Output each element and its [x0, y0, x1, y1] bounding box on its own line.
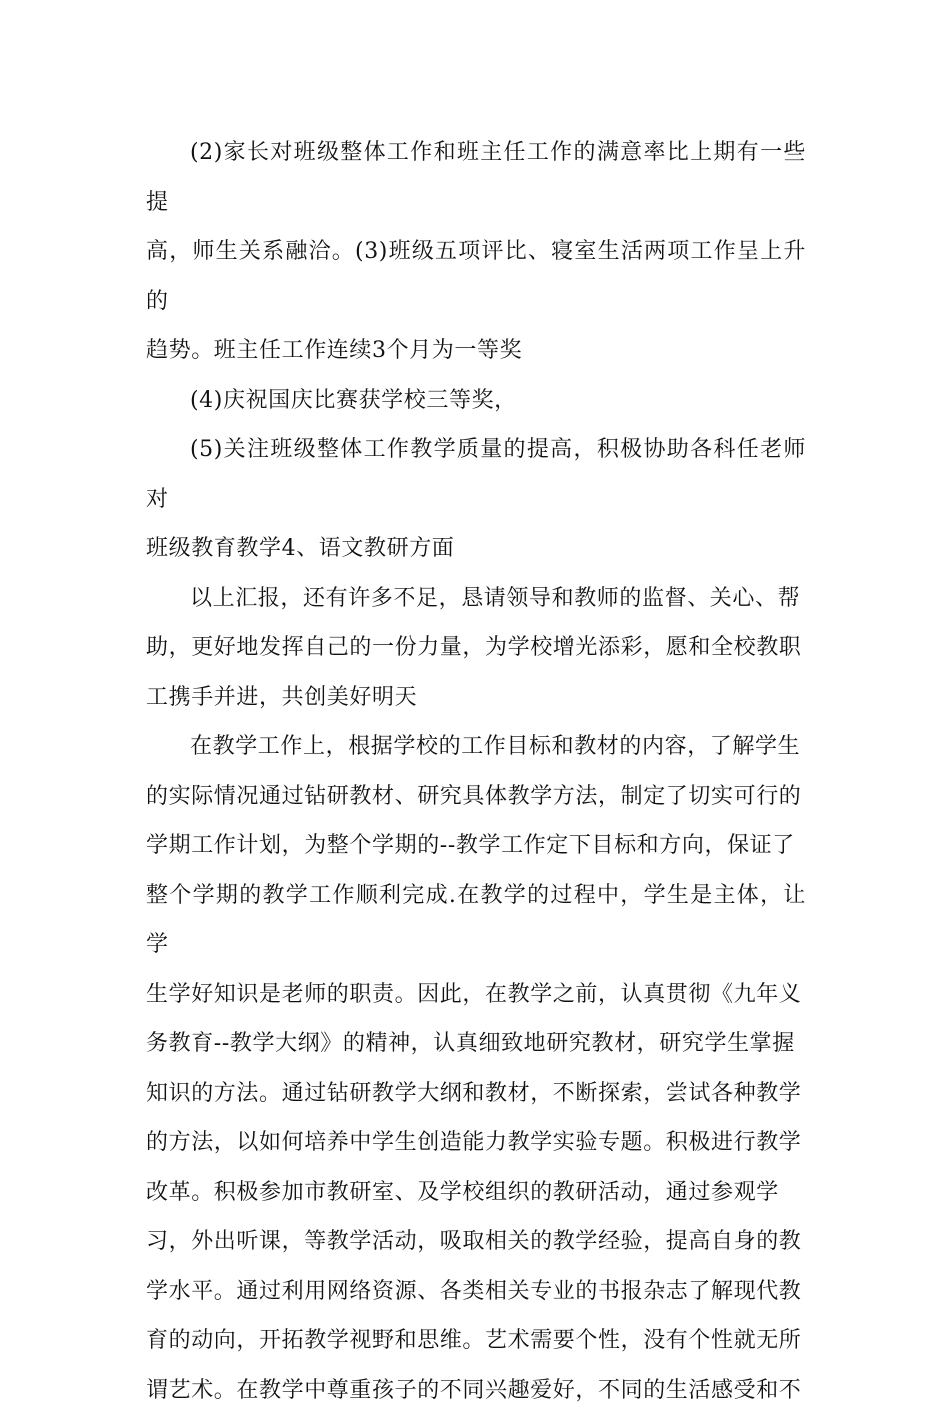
paragraph-national-day-award: [146, 376, 806, 426]
text-line: 务教育--教学大纲》的精神，认真细致地研究教材，研究学生掌握: [146, 1019, 806, 1069]
text-line: 知识的方法。通过钻研教学大纲和教材，不断探索，尝试各种教学: [146, 1069, 806, 1119]
text-line: 工携手并进，共创美好明天: [146, 673, 806, 723]
text-line: 的方法，以如何培养中学生创造能力教学实验专题。积极进行教学: [146, 1118, 806, 1168]
text-line: 班级教育教学4、语文教研方面: [146, 524, 806, 574]
text-line: 育的动向，开拓教学视野和思维。艺术需要个性，没有个性就无所: [146, 1316, 806, 1366]
text-line: 习，外出听课，等教学活动，吸取相关的教学经验，提高自身的教: [146, 1217, 806, 1267]
text-line: 谓艺术。在教学中尊重孩子的不同兴趣爱好，不同的生活感受和不: [146, 1366, 806, 1415]
text-line: 以上汇报，还有许多不足，恳请领导和教师的监督、关心、帮: [146, 574, 806, 624]
text-line: 的实际情况通过钻研教材、研究具体教学方法，制定了切实可行的: [146, 772, 806, 822]
text-line: (4)庆祝国庆比赛获学校三等奖，: [146, 376, 806, 426]
text-line: 生学好知识是老师的职责。因此，在教学之前，认真贯彻《九年义: [146, 970, 806, 1020]
text-line: 改革。积极参加市教研室、及学校组织的教研活动，通过参观学: [146, 1168, 806, 1218]
paragraph-report-closing: [146, 574, 806, 723]
text-line: 高，师生关系融洽。(3)班级五项评比、寝室生活两项工作呈上升的: [146, 227, 806, 326]
text-line: 学期工作计划，为整个学期的--教学工作定下目标和方向，保证了: [146, 821, 806, 871]
text-line: (2)家长对班级整体工作和班主任工作的满意率比上期有一些提: [146, 128, 806, 227]
text-line: 整个学期的教学工作顺利完成.在教学的过程中，学生是主体，让学: [146, 871, 806, 970]
document-body: [146, 128, 806, 1415]
text-line: 学水平。通过利用网络资源、各类相关专业的书报杂志了解现代教: [146, 1267, 806, 1317]
paragraph-teaching-work: [146, 722, 806, 1415]
paragraph-teaching-quality: [146, 425, 806, 574]
text-line: 趋势。班主任工作连续3个月为一等奖: [146, 326, 806, 376]
paragraph-parent-satisfaction: [146, 128, 806, 376]
text-line: 助，更好地发挥自己的一份力量，为学校增光添彩，愿和全校教职: [146, 623, 806, 673]
text-line: 在教学工作上，根据学校的工作目标和教材的内容，了解学生: [146, 722, 806, 772]
text-line: (5)关注班级整体工作教学质量的提高，积极协助各科任老师对: [146, 425, 806, 524]
